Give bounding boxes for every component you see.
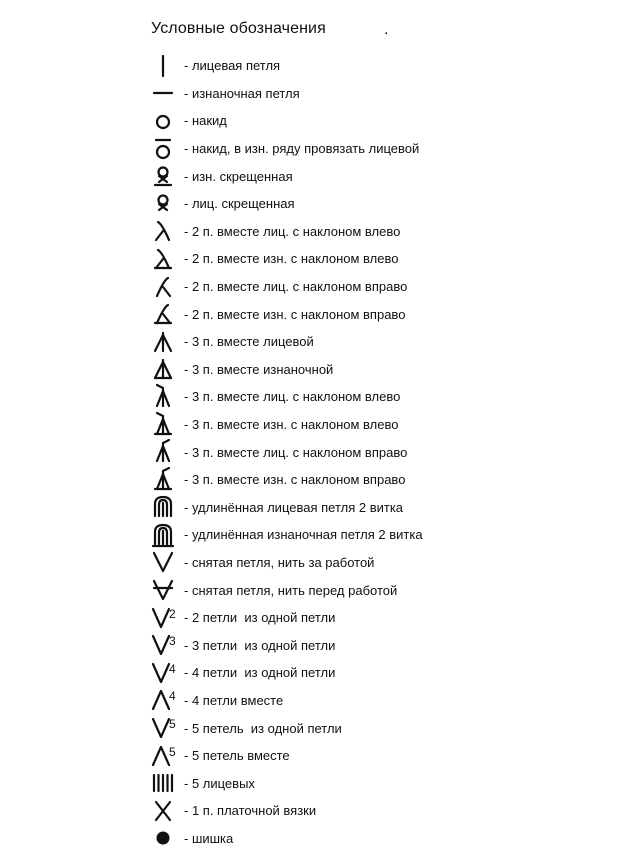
- k2tog-right-icon: [150, 274, 176, 300]
- legend-item: [150, 576, 620, 604]
- legend-label: - удлинённая лицевая петля 2 витка: [184, 499, 404, 515]
- legend-label: - снятая петля, нить перед работой: [184, 582, 398, 598]
- k2tog-left-icon: [150, 218, 176, 244]
- title-dot: .: [384, 21, 389, 38]
- legend-label: - изн. скрещенная: [184, 168, 293, 184]
- legend-item: [150, 438, 620, 466]
- legend-label: - 3 п. вместе лиц. с наклоном влево: [184, 389, 401, 405]
- legend-label: - 3 петли из одной петли: [184, 637, 336, 653]
- legend-label: - 2 п. вместе лиц. с наклоном влево: [184, 223, 401, 239]
- decrease-4-icon: [150, 687, 176, 713]
- legend-label: - накид: [184, 113, 227, 129]
- legend-item: [150, 162, 620, 190]
- legend-label: - 1 п. платочной вязки: [184, 803, 317, 819]
- legend-item: [150, 383, 620, 411]
- legend-label: - 2 п. вместе лиц. с наклоном вправо: [184, 279, 408, 295]
- k3tog-left-icon: [150, 384, 176, 410]
- legend-item: [150, 494, 620, 522]
- slip-yarn-back-icon: [150, 549, 176, 575]
- garter-stitch-icon: [150, 798, 176, 824]
- legend-item: [150, 825, 620, 853]
- increase-4-icon: [150, 660, 176, 686]
- symbol-legend: [150, 52, 620, 852]
- svg-text:5: 5: [169, 717, 176, 732]
- legend-item: [150, 107, 620, 135]
- legend-item: [150, 190, 620, 218]
- legend-label: - 3 п. вместе изн. с наклоном вправо: [184, 472, 406, 488]
- twisted-purl-icon: [150, 163, 176, 189]
- svg-text:5: 5: [169, 744, 176, 759]
- legend-label: - 3 п. вместе изнаночной: [184, 361, 334, 377]
- legend-label: - 4 петли вместе: [184, 692, 284, 708]
- increase-5-icon: [150, 715, 176, 741]
- legend-item: [150, 549, 620, 577]
- title-text: Условные обозначения: [151, 20, 326, 37]
- twisted-knit-icon: [150, 191, 176, 217]
- five-knit-icon: [150, 770, 176, 796]
- legend-item: [150, 687, 620, 715]
- legend-label: - шишка: [184, 830, 234, 846]
- legend-label: - удлинённая изнаночная петля 2 витка: [184, 527, 423, 543]
- legend-item: [150, 52, 620, 80]
- legend-item: [150, 769, 620, 797]
- svg-text:2: 2: [169, 606, 176, 621]
- increase-2-icon: [150, 605, 176, 631]
- svg-text:3: 3: [169, 634, 176, 649]
- legend-item: [150, 218, 620, 246]
- p3tog-icon: [150, 356, 176, 382]
- yarn-over-knit-on-purl-row-icon: [150, 136, 176, 162]
- legend-item: [150, 300, 620, 328]
- svg-text:4: 4: [169, 689, 176, 704]
- legend-item: [150, 80, 620, 108]
- bobble-icon: [150, 825, 176, 851]
- legend-item: [150, 659, 620, 687]
- legend-item: [150, 135, 620, 163]
- legend-item: [150, 356, 620, 384]
- legend-label: - лиц. скрещенная: [184, 196, 295, 212]
- legend-label: - снятая петля, нить за работой: [184, 554, 375, 570]
- increase-3-icon: [150, 632, 176, 658]
- p3tog-right-icon: [150, 467, 176, 493]
- legend-label: - 4 петли из одной петли: [184, 665, 336, 681]
- legend-item: [150, 328, 620, 356]
- legend-item: [150, 604, 620, 632]
- legend-label: - 5 лицевых: [184, 775, 255, 791]
- legend-label: - накид, в изн. ряду провязать лицевой: [184, 141, 420, 157]
- k3tog-icon: [150, 329, 176, 355]
- elongated-knit-icon: [150, 494, 176, 520]
- legend-item: [150, 273, 620, 301]
- legend-item: [150, 631, 620, 659]
- legend-item: [150, 714, 620, 742]
- yarn-over-icon: [150, 108, 176, 134]
- decrease-5-icon: [150, 743, 176, 769]
- legend-label: - 2 п. вместе изн. с наклоном вправо: [184, 306, 406, 322]
- p3tog-left-icon: [150, 412, 176, 438]
- p2tog-left-icon: [150, 246, 176, 272]
- legend-label: - изнаночная петля: [184, 85, 300, 101]
- legend-item: [150, 521, 620, 549]
- legend-item: [150, 742, 620, 770]
- legend-label: - 3 п. вместе лицевой: [184, 334, 314, 350]
- purl-stitch-icon: [150, 80, 176, 106]
- legend-label: - 2 п. вместе изн. с наклоном влево: [184, 251, 399, 267]
- knit-stitch-icon: [150, 53, 176, 79]
- legend-label: - 3 п. вместе лиц. с наклоном вправо: [184, 444, 408, 460]
- legend-item: [150, 797, 620, 825]
- elongated-purl-icon: [150, 522, 176, 548]
- legend-label: - 5 петель вместе: [184, 748, 290, 764]
- legend-item: [150, 245, 620, 273]
- page-title: [151, 20, 389, 38]
- legend-label: - 3 п. вместе изн. с наклоном влево: [184, 417, 399, 433]
- slip-yarn-front-icon: [150, 577, 176, 603]
- k3tog-right-icon: [150, 439, 176, 465]
- legend-item: [150, 466, 620, 494]
- legend-label: - 2 петли из одной петли: [184, 610, 336, 626]
- legend-item: [150, 411, 620, 439]
- legend-label: - 5 петель из одной петли: [184, 720, 342, 736]
- legend-label: - лицевая петля: [184, 58, 281, 74]
- svg-text:4: 4: [169, 661, 176, 676]
- p2tog-right-icon: [150, 301, 176, 327]
